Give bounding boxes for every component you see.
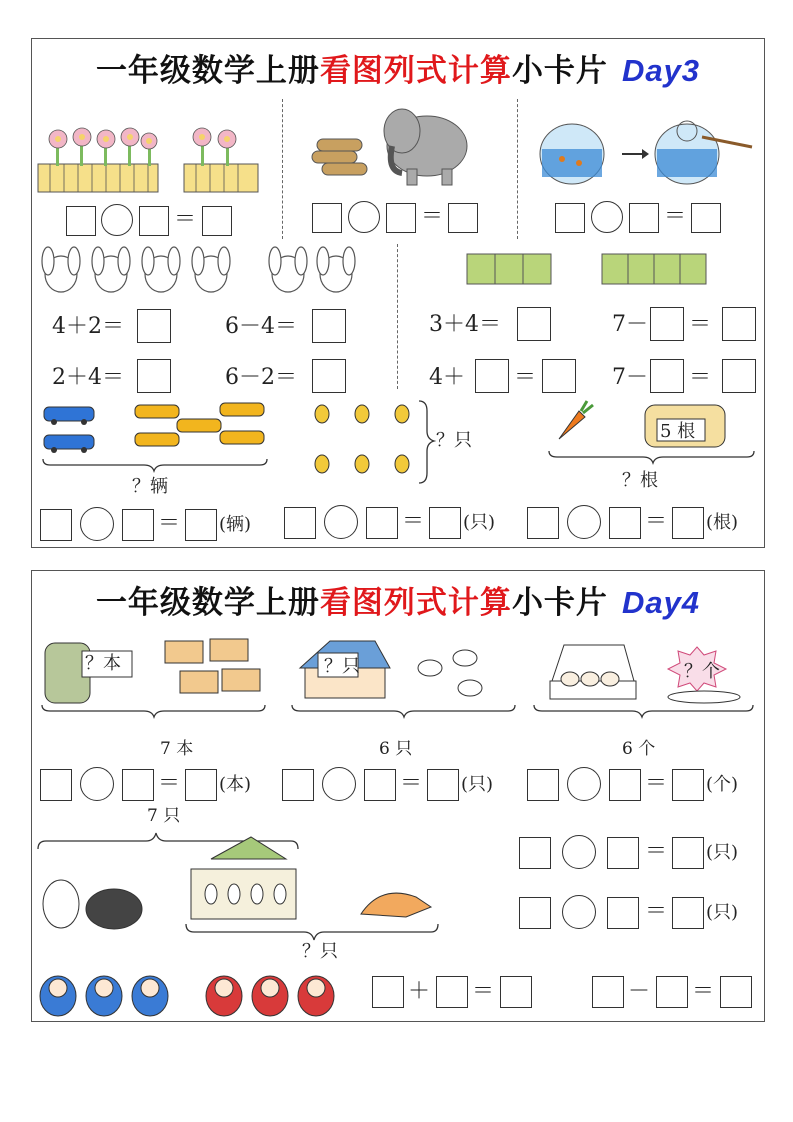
equals-sign: ＝ [158,771,181,796]
title-part2: 看图列式计算 [319,585,512,621]
answer-box[interactable] [364,769,396,801]
operator-circle[interactable] [324,505,358,539]
divider [282,99,283,239]
total-rabbits: 6 只 [379,739,413,759]
card-title [32,45,764,93]
bunnies-illustration [36,239,366,297]
answer-box[interactable] [500,976,532,1008]
answer-box[interactable] [202,206,232,236]
answer-box[interactable] [609,769,641,801]
answer-box[interactable] [40,769,72,801]
dolls-illustration [36,966,336,1018]
unit-label: (只) [461,774,494,795]
answer-box[interactable] [66,206,96,236]
answer-box[interactable] [722,307,756,341]
answer-box[interactable] [386,203,416,233]
answer-box[interactable] [284,507,316,539]
answer-box[interactable] [650,359,684,393]
cubes-illustration [462,249,712,289]
title-part1: 一年级数学上册 [95,53,320,89]
question-cats: ？只 [302,941,338,962]
answer-box[interactable] [137,309,171,343]
answer-box[interactable] [312,203,342,233]
operator-circle[interactable] [562,895,596,929]
operator-circle[interactable] [591,201,623,233]
equation-text: 2＋4＝ [52,365,124,390]
answer-box[interactable] [137,359,171,393]
day-label: Day4 [621,585,701,620]
unit-label: (个) [706,774,739,795]
cats-birdhouse-illustration [36,829,441,944]
answer-box[interactable] [312,359,346,393]
equals-sign: ＝ [421,204,444,229]
equals-sign: ＝ [645,509,668,534]
answer-box[interactable] [185,769,217,801]
equation-text: 7－ [612,312,648,337]
divider [397,244,398,389]
question-rabbits: ？只 [324,656,360,677]
answer-box[interactable] [429,507,461,539]
operator-circle[interactable] [567,505,601,539]
total-books: 7 本 [160,739,194,759]
equals-sign: ＝ [645,771,668,796]
equation-text: 4＋2＝ [52,314,124,339]
card-day4 [31,570,765,1022]
answer-box[interactable] [650,307,684,341]
question-bees: ？只 [436,430,472,451]
elephant-logs-illustration [307,101,482,191]
answer-box[interactable] [527,507,559,539]
equation-text: 6－2＝ [225,365,297,390]
answer-box[interactable] [436,976,468,1008]
answer-box[interactable] [185,509,217,541]
title-part3: 小卡片 [511,53,608,89]
answer-box[interactable] [609,507,641,539]
equals-sign: ＝ [645,899,668,924]
equals-sign: ＝ [402,509,425,534]
question-cars: ？辆 [132,476,168,497]
answer-box[interactable] [592,976,624,1008]
answer-box[interactable] [517,307,551,341]
answer-box[interactable] [555,203,585,233]
unit-label: (辆) [219,514,252,535]
operator-circle[interactable] [562,835,596,869]
plus-sign: ＋ [408,979,431,1004]
answer-box[interactable] [40,509,72,541]
card-title [32,577,764,625]
carrot-count-label: 5 根 [660,421,696,442]
unit-label: (只) [706,842,739,863]
operator-circle[interactable] [567,767,601,801]
backpack-books-illustration [40,633,270,718]
answer-box[interactable] [312,309,346,343]
answer-box[interactable] [607,837,639,869]
day-label: Day3 [621,53,701,88]
equals-sign: ＝ [400,771,423,796]
answer-box[interactable] [629,203,659,233]
total-cats: 7 只 [147,806,181,826]
answer-box[interactable] [672,769,704,801]
answer-box[interactable] [475,359,509,393]
equals-sign: ＝ [689,365,712,390]
answer-box[interactable] [656,976,688,1008]
cars-illustration [40,399,270,469]
equals-sign: ＝ [158,511,181,536]
equals-sign: ＝ [692,979,715,1004]
answer-box[interactable] [672,507,704,539]
question-eggs: ？个 [684,661,720,682]
operator-circle[interactable] [348,201,380,233]
card-day3 [31,38,765,548]
answer-box[interactable] [282,769,314,801]
answer-box[interactable] [448,203,478,233]
equals-sign: ＝ [664,204,687,229]
equation-text: 6－4＝ [225,314,297,339]
answer-box[interactable] [607,897,639,929]
operator-circle[interactable] [322,767,356,801]
answer-box[interactable] [527,769,559,801]
equals-sign: ＝ [689,312,712,337]
unit-label: (只) [463,512,496,533]
divider [517,99,518,239]
title-part2: 看图列式计算 [319,53,512,89]
equation-text: 7－ [612,365,648,390]
equation-text: 4＋ [429,365,465,390]
question-books: ？本 [85,653,121,674]
answer-box[interactable] [427,769,459,801]
answer-box[interactable] [519,837,551,869]
bees-illustration [307,399,447,484]
answer-box[interactable] [122,509,154,541]
answer-box[interactable] [366,507,398,539]
title-part1: 一年级数学上册 [95,585,320,621]
answer-box[interactable] [672,837,704,869]
answer-box[interactable] [672,897,704,929]
carrots-illustration [547,399,757,464]
minus-sign: － [628,979,651,1004]
unit-label: (只) [706,902,739,923]
answer-box[interactable] [139,206,169,236]
unit-label: (根) [706,512,739,533]
fishbowl-illustration [537,119,757,189]
equals-sign: ＝ [174,207,197,232]
answer-box[interactable] [720,976,752,1008]
eggs-illustration [532,633,757,718]
question-carrots: ？根 [622,470,658,491]
operator-circle[interactable] [80,767,114,801]
answer-box[interactable] [372,976,404,1008]
equals-sign: ＝ [472,979,495,1004]
operator-circle[interactable] [80,507,114,541]
answer-box[interactable] [691,203,721,233]
answer-box[interactable] [542,359,576,393]
total-eggs: 6 个 [622,739,656,759]
equation-text: 3＋4＝ [429,312,501,337]
equals-sign: ＝ [645,839,668,864]
answer-box[interactable] [722,359,756,393]
title-part3: 小卡片 [511,585,608,621]
unit-label: (本) [219,774,252,795]
answer-box[interactable] [122,769,154,801]
equals-sign: ＝ [514,365,537,390]
answer-box[interactable] [519,897,551,929]
flowers-illustration [36,119,256,194]
operator-circle[interactable] [101,204,133,236]
